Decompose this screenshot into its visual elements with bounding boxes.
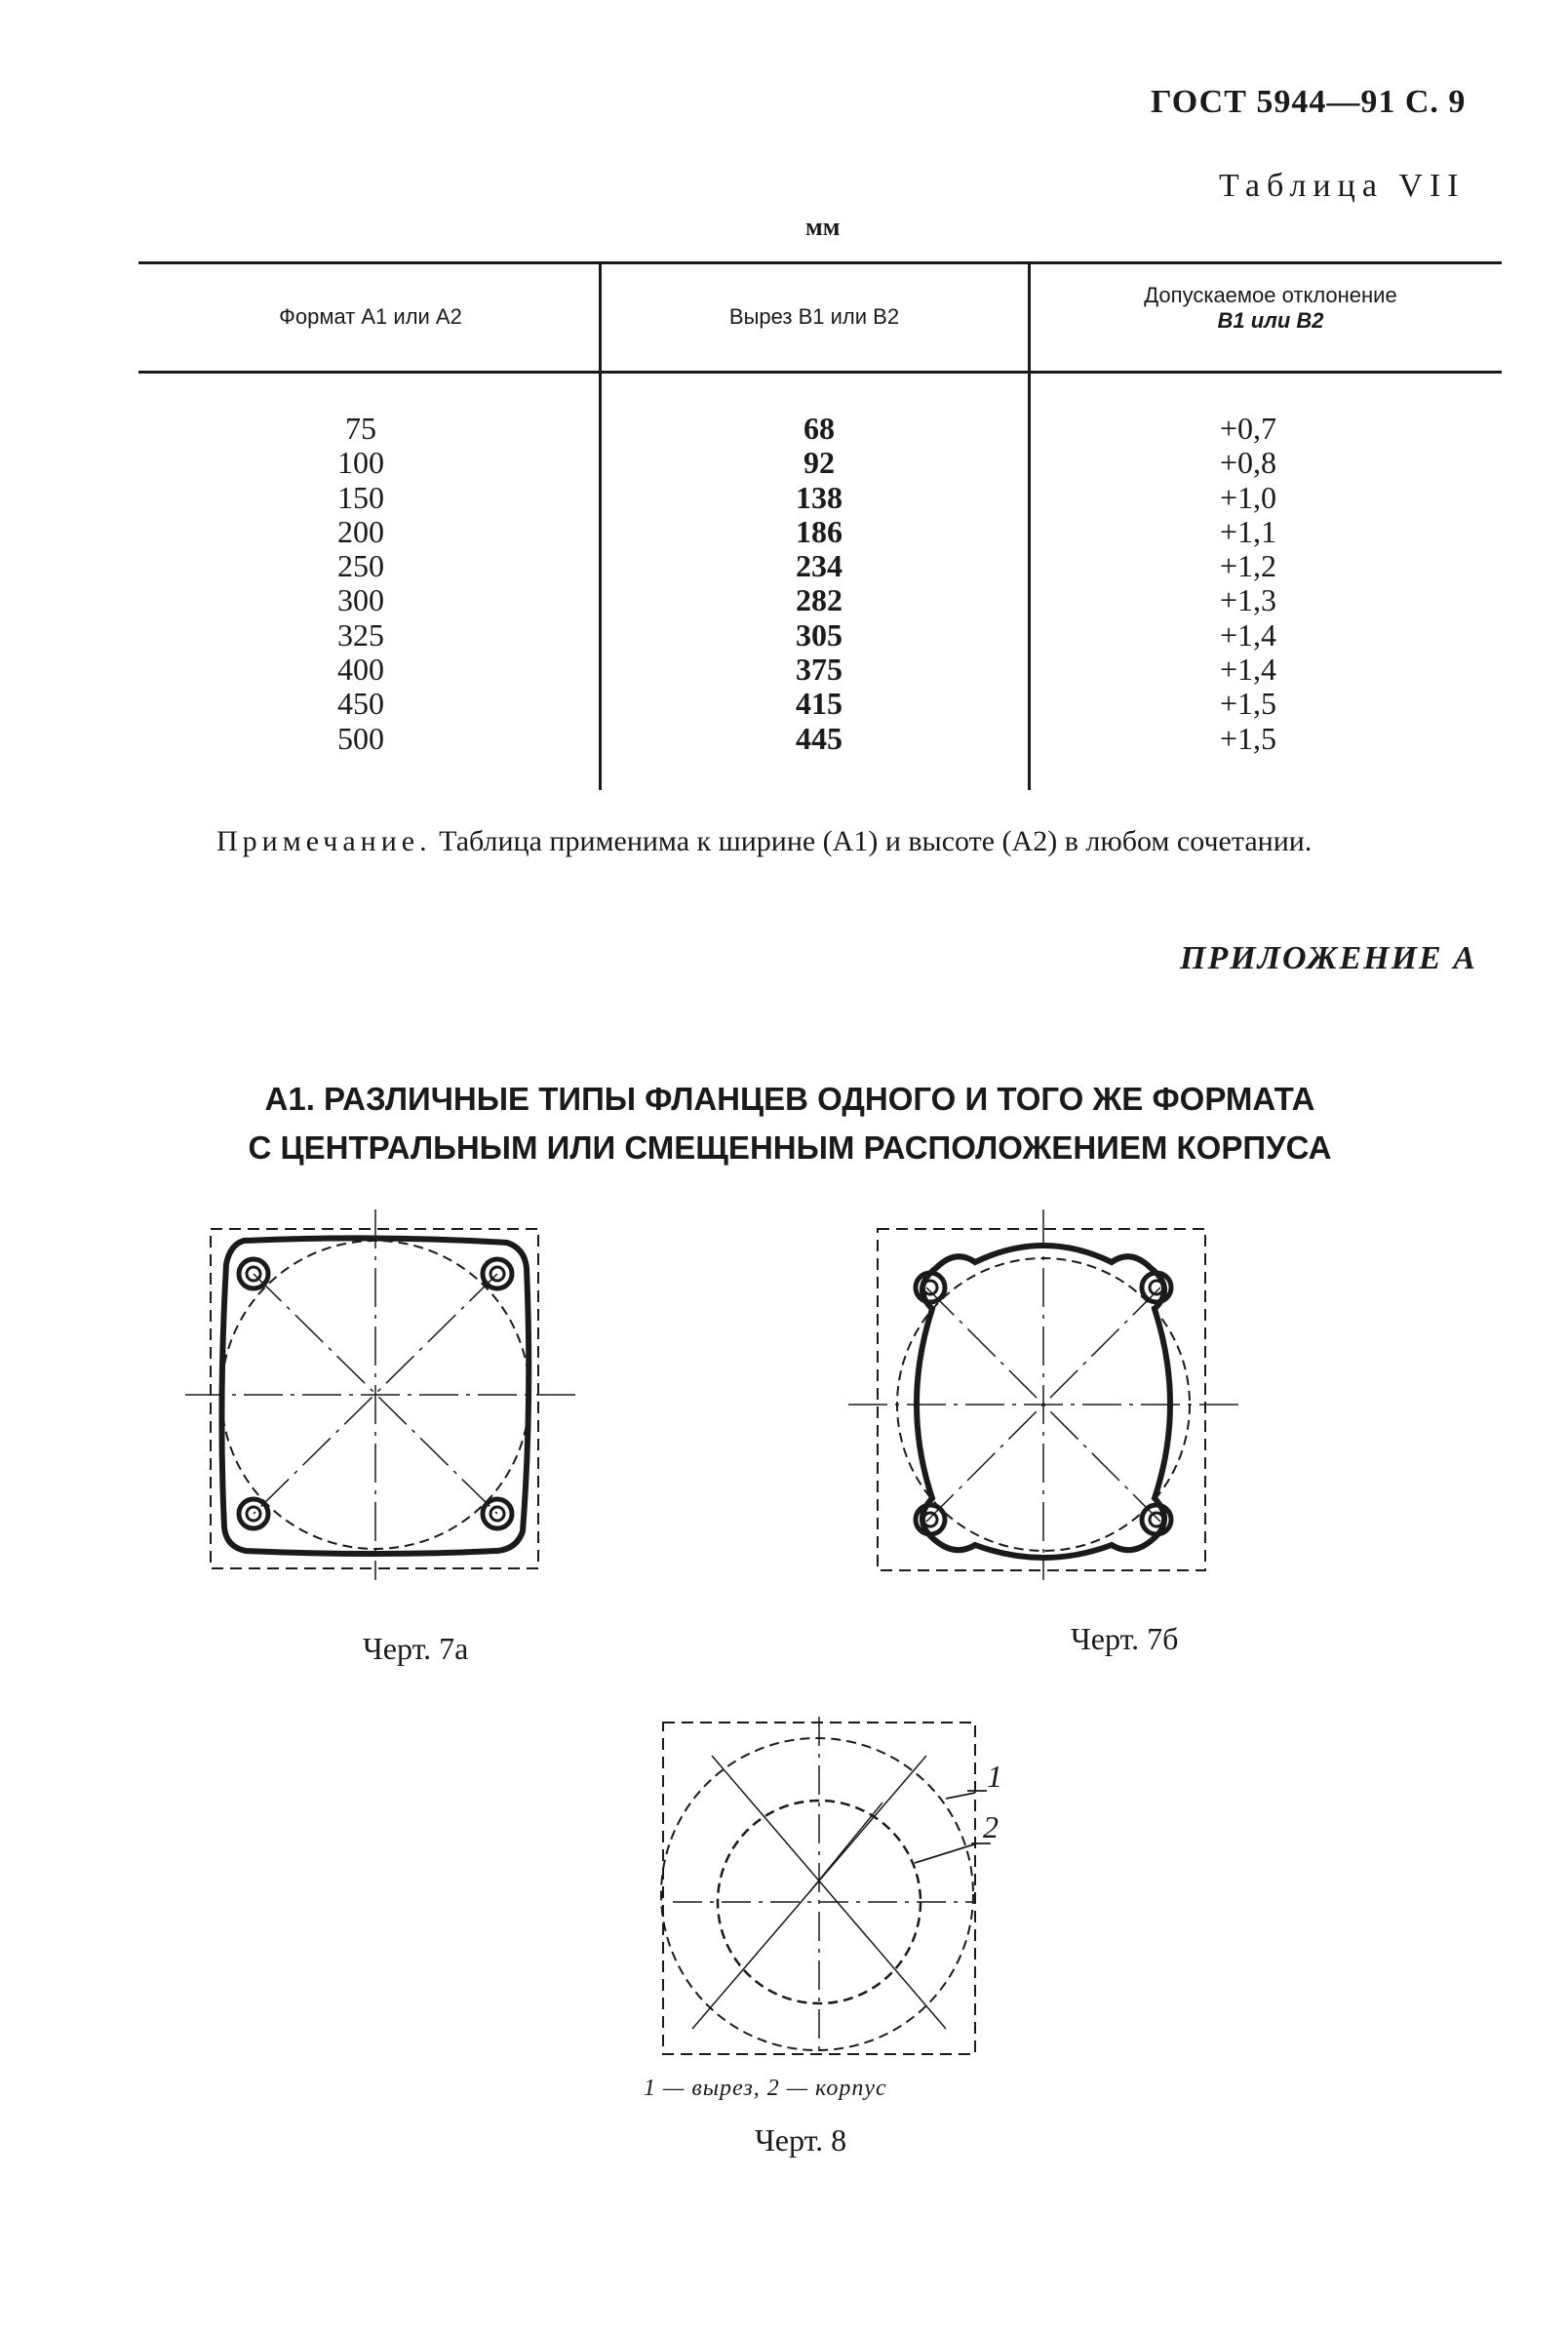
figure-8-caption: Черт. 8: [755, 2122, 847, 2158]
table-cell: 186: [796, 513, 843, 549]
table-header-rule: [138, 371, 1502, 374]
section-title: [146, 1075, 1433, 1172]
table-cell: 445: [796, 720, 843, 756]
page-header: ГОСТ 5944—91 С. 9: [1151, 84, 1467, 120]
table-cell: 150: [337, 479, 384, 515]
figure-7a-caption: Черт. 7а: [363, 1631, 469, 1666]
figure-8-callout-2: 2: [983, 1809, 999, 1844]
table-cell: +1,1: [1219, 513, 1277, 549]
column-cutout-values: [702, 412, 936, 756]
table-caption: Таблица VII: [1219, 168, 1466, 204]
column-header-cutout: Вырез B1 или B2: [728, 304, 900, 329]
table-cell: +1,4: [1219, 652, 1277, 688]
table-cell: +0,7: [1219, 411, 1277, 446]
column-header-format: Формат A1 или A2: [279, 304, 462, 329]
table-cell: 68: [804, 411, 835, 446]
table-cell: 234: [796, 548, 843, 584]
table-cell: 325: [337, 616, 384, 653]
column-header-tolerance-line1: Допускаемое отклонение: [1144, 283, 1397, 307]
table-cell: 282: [796, 582, 843, 618]
table-cell: 400: [337, 652, 384, 688]
column-header-tolerance: [1041, 283, 1500, 334]
figure-7a-drawing: [185, 1209, 575, 1580]
table-cell: 100: [337, 445, 384, 481]
figure-8-legend: 1 — вырез, 2 — корпус: [644, 2076, 887, 2101]
table-cell: 200: [337, 513, 384, 549]
table-cell: 300: [337, 582, 384, 618]
section-title-line2: С ЦЕНТРАЛЬНЫМ ИЛИ СМЕЩЕННЫМ РАСПОЛОЖЕНИЕМ КОРПУСА: [248, 1129, 1332, 1166]
table-cell: 305: [796, 616, 843, 653]
table-column-divider: [1028, 263, 1031, 790]
table-units: мм: [805, 213, 841, 241]
table-cell: +1,5: [1219, 720, 1277, 756]
column-tolerance-values: [1131, 412, 1365, 756]
table-cell: 415: [796, 686, 843, 722]
figure-8-drawing: [653, 1697, 1063, 2068]
table-cell: +1,2: [1219, 548, 1277, 584]
table-cell: 75: [345, 411, 376, 446]
figure-7b-drawing: [848, 1209, 1238, 1580]
table-cell: +0,8: [1219, 445, 1277, 481]
section-title-line1: A1. РАЗЛИЧНЫЕ ТИПЫ ФЛАНЦЕВ ОДНОГО И ТОГО ЖЕ ФОРМАТА: [264, 1081, 1315, 1117]
table-cell: +1,0: [1219, 479, 1277, 515]
table-column-divider: [599, 263, 602, 790]
column-format-values: [244, 412, 478, 756]
table-cell: +1,3: [1219, 582, 1277, 618]
table-cell: 92: [804, 445, 835, 481]
figure-7b-caption: Черт. 7б: [1071, 1621, 1179, 1656]
table-cell: 500: [337, 720, 384, 756]
note-text: Таблица применима к ширине (A1) и высоте (A2) в любом сочетании.: [439, 825, 1313, 857]
table-cell: +1,5: [1219, 686, 1277, 722]
column-header-tolerance-line2: B1 или B2: [1217, 308, 1324, 333]
table-cell: 250: [337, 548, 384, 584]
table-cell: 450: [337, 686, 384, 722]
appendix-title: ПРИЛОЖЕНИЕ А: [1180, 940, 1477, 976]
note-label: Примечание.: [216, 825, 432, 857]
table-top-rule: [138, 261, 1502, 264]
figure-8-callout-1: 1: [987, 1759, 1002, 1794]
table-cell: 375: [796, 652, 843, 688]
table-cell: 138: [796, 479, 843, 515]
table-cell: +1,4: [1219, 616, 1277, 653]
table-note: [216, 819, 1504, 863]
